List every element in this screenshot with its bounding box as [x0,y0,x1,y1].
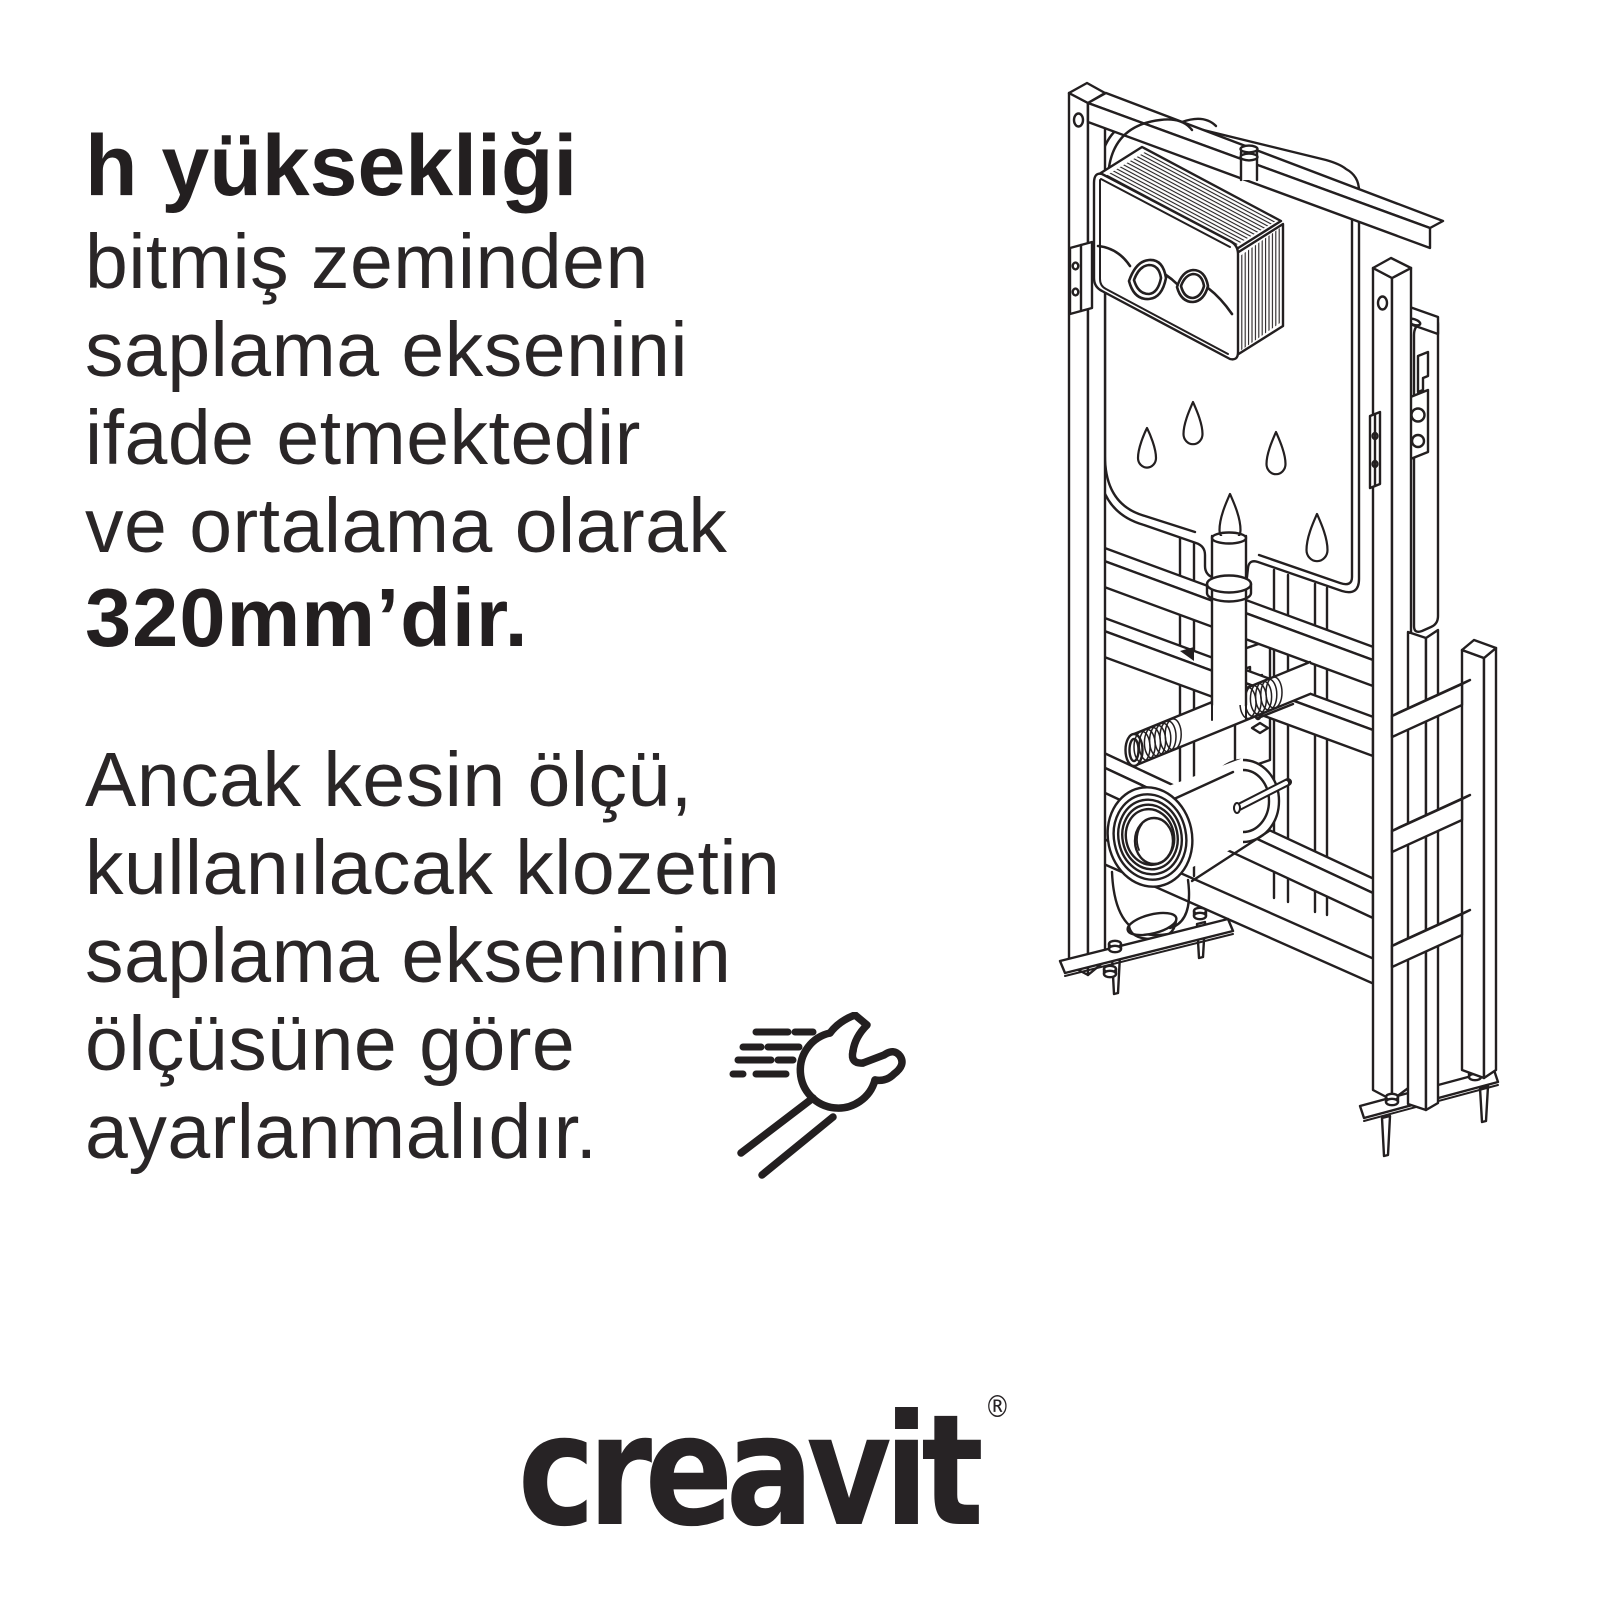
paragraph2-line: ölçüsüne göre [85,1001,576,1087]
cistern-frame-illustration [1030,60,1500,1170]
note-text-block [85,736,780,1176]
brand-logo [0,1382,1600,1561]
paragraph1-line: saplama eksenini [85,307,688,393]
paragraph2-line: ayarlanmalıdır. [85,1089,598,1175]
paragraph1-line: bitmiş zeminden [85,219,649,305]
dimension-value: 320mm’dir. [85,571,529,664]
heading-h-height: h yüksekliği [85,118,578,214]
brand-logo-text: creavit [518,1382,977,1561]
paragraph2-line: saplama ekseninin [85,913,732,999]
paragraph1-line: ve ortalama olarak [85,483,728,569]
brand-logo-lockup [518,1382,1011,1561]
paragraph1-line: ifade etmektedir [85,395,641,481]
paragraph2-line: kullanılacak klozetin [85,825,781,911]
speed-wrench-icon [716,1012,921,1182]
intro-text-block [85,118,727,664]
fill-valve [1241,146,1258,180]
paragraph2-line: Ancak kesin ölçü, [85,737,693,823]
frame-right-post [1370,258,1411,1100]
flush-pipe [1207,533,1251,721]
support-ladder-frame [1392,630,1496,1110]
registered-trademark-symbol: ® [984,1390,1011,1425]
wrench-head-icon [741,1015,902,1175]
